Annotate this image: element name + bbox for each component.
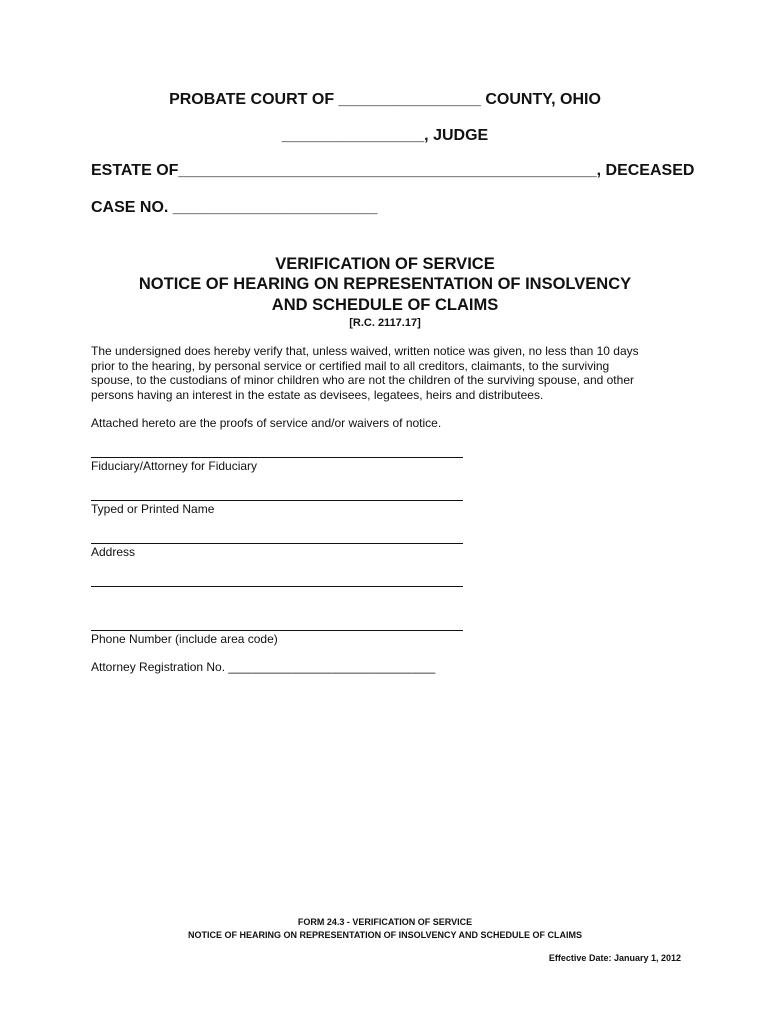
form-title: VERIFICATION OF SERVICE bbox=[275, 255, 495, 273]
form-subtitle-line-1: NOTICE OF HEARING ON REPRESENTATION OF INSOLVENCY bbox=[138, 275, 632, 293]
attorney-registration-field[interactable]: Attorney Registration No. _______________________________ bbox=[91, 660, 436, 674]
footer-form-number: FORM 24.3 - VERIFICATION OF SERVICE bbox=[297, 917, 473, 927]
printed-name-label: Typed or Printed Name bbox=[91, 502, 215, 516]
verification-paragraph bbox=[91, 344, 691, 402]
verification-line-1: The undersigned does hereby verify that, unless waived, written notice was given, no less than 10 days bbox=[91, 344, 639, 358]
fiduciary-label: Fiduciary/Attorney for Fiduciary bbox=[91, 459, 258, 473]
footer-form-description: NOTICE OF HEARING ON REPRESENTATION OF INSOLVENCY AND SCHEDULE OF CLAIMS bbox=[187, 930, 583, 940]
court-heading: PROBATE COURT OF ________________ COUNTY, OHIO bbox=[169, 91, 601, 108]
verification-line-4: persons having an interest in the estate as devisees, legatees, heirs and distributees. bbox=[91, 387, 544, 402]
printed-name-line[interactable] bbox=[91, 500, 463, 501]
attachments-statement: Attached hereto are the proofs of service and/or waivers of notice. bbox=[91, 416, 442, 430]
phone-label: Phone Number (include area code) bbox=[91, 632, 278, 646]
case-number-line: CASE NO. _______________________ bbox=[91, 199, 378, 216]
verification-line-3: spouse, to the custodians of minor children who are not the children of the surviving spouse, and other bbox=[91, 373, 634, 387]
statute-reference: [R.C. 2117.17] bbox=[349, 317, 421, 329]
estate-line: ESTATE OF_______________________________________________, DECEASED bbox=[91, 162, 695, 179]
address-line-2[interactable] bbox=[91, 586, 463, 587]
form-subtitle-line-2: AND SCHEDULE OF CLAIMS bbox=[271, 296, 499, 314]
fiduciary-signature-line[interactable] bbox=[91, 457, 463, 458]
phone-line[interactable] bbox=[91, 630, 463, 631]
address-label: Address bbox=[91, 545, 136, 559]
effective-date: Effective Date: January 1, 2012 bbox=[548, 953, 681, 963]
judge-line: ________________, JUDGE bbox=[281, 127, 489, 144]
verification-line-2: prior to the hearing, by personal service or certified mail to all creditors, claimants, to the surviving bbox=[91, 358, 610, 373]
address-line-1[interactable] bbox=[91, 543, 463, 544]
